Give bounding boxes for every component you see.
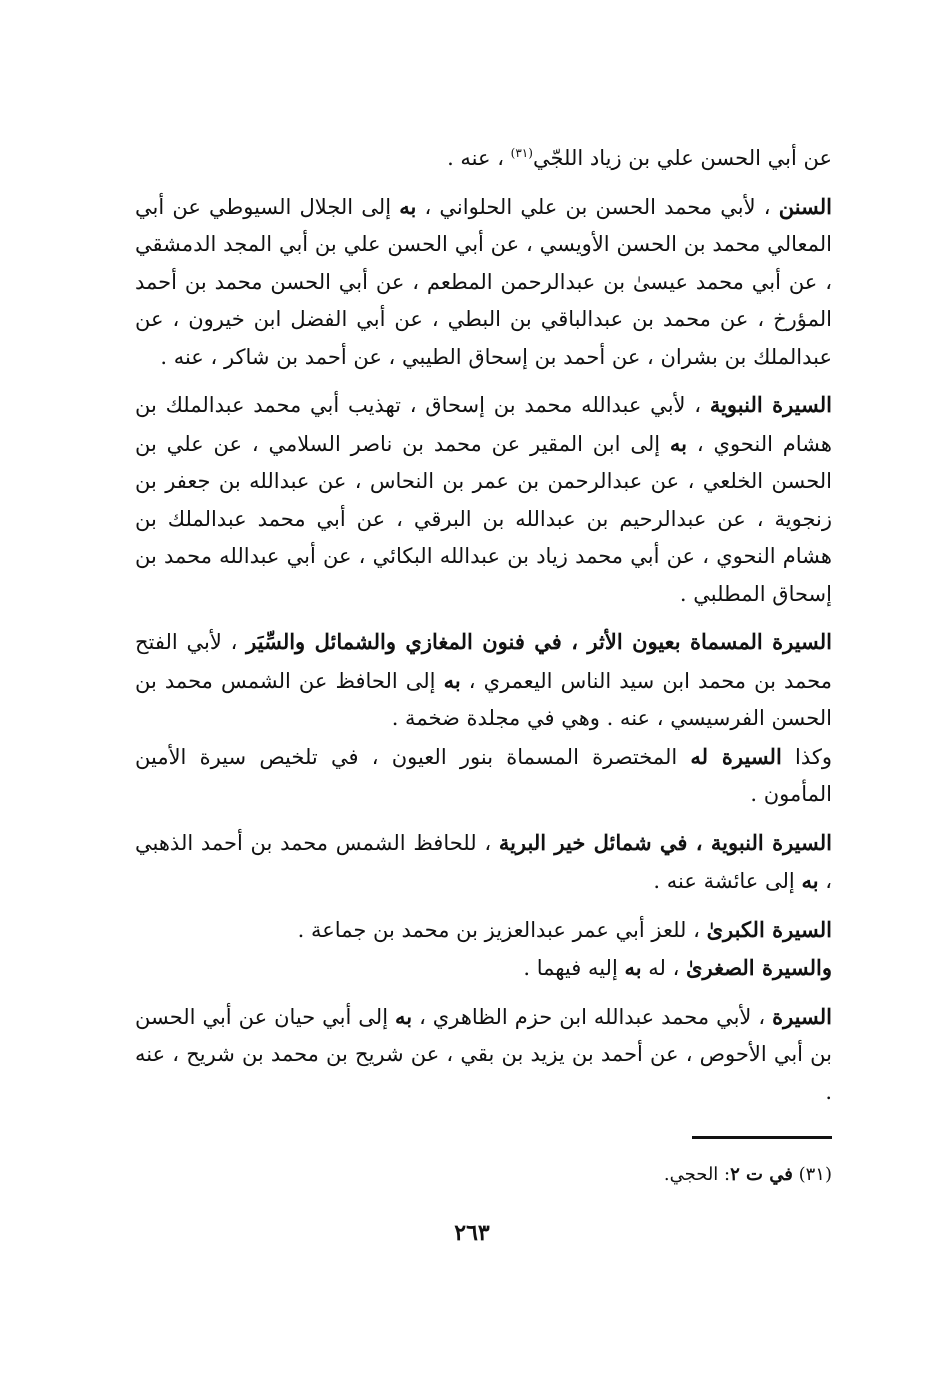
book-title: السيرة: [772, 1003, 832, 1029]
paragraph-sira-kubra: [135, 911, 832, 950]
keyword: به: [801, 868, 819, 893]
text: ، للحافظ الشمس محمد بن أحمد الذهبي ،: [135, 830, 832, 893]
text: ، للعز أبي عمر عبدالعزيز بن محمد بن جماعة .: [297, 917, 707, 942]
text: ، له: [641, 956, 687, 980]
main-text: [135, 140, 832, 1121]
book-title: والسيرة الصغرىٰ: [686, 955, 832, 980]
keyword: به: [443, 667, 461, 693]
book-title: السنن: [778, 193, 832, 219]
book-title: السيرة الكبرىٰ: [706, 916, 832, 942]
paragraph-0: [135, 140, 832, 178]
text: ، لأبي محمد الحسن بن علي الحلواني ،: [416, 194, 779, 219]
paragraph-dhahabi: [135, 824, 832, 901]
text: إلى أبي حيان عن أبي الحسن بن أبي الأحوص ، عن أحمد بن يزيد بن بقي ، عن شريح بن محمد بن شريح ، عنه .: [135, 1004, 832, 1104]
page-number: ٢٦٣: [454, 1220, 490, 1246]
book-title: السيرة النبوية ، في شمائل خير البرية: [498, 829, 832, 855]
text: إلى الجلال السيوطي عن أبي المعالي محمد بن الحسن الأويسي ، عن أبي الحسن علي بن أبي المجد الدمشقي ، عن أبي محمد عيسىٰ بن عبدالرحمن المطعم ، عن أبي الحسن محمد بن أحمد المؤرخ ، عن محمد بن عبدالباقي بن البطي ، عن أبي الفضل ابن خيرون ، عن عبدالملك بن بشران ، عن أحمد بن إسحاق الطيبي ، عن أحمد بن شاكر ، عنه .: [135, 194, 832, 369]
keyword: به: [669, 430, 688, 456]
footnote-marker: (٣١): [798, 1164, 832, 1185]
text: وكذا: [781, 744, 833, 769]
paragraph-sira-nabawiya: [135, 386, 832, 613]
footnote-text: : الحجي.: [663, 1164, 731, 1185]
paragraph-uyun-al-athar: [135, 623, 832, 738]
text: عن أبي الحسن علي بن زياد اللجّي: [532, 146, 832, 170]
text: ، لأبي الفتح محمد بن محمد ابن سيد الناس اليعمري ،: [135, 630, 832, 693]
text: إليه فيهما .: [523, 956, 625, 980]
footnote-divider: [692, 1136, 832, 1139]
footnote: [132, 1160, 832, 1190]
book-title: السيرة له: [690, 743, 782, 769]
paragraph-sunan: [135, 188, 832, 377]
book-title: السيرة النبوية: [709, 392, 832, 417]
text: ، عنه .: [447, 146, 511, 170]
footnote-reference: (٣١): [510, 146, 533, 160]
text: إلى ابن المقير عن محمد بن ناصر السلامي ، عن علي بن الحسن الخلعي ، عن عبدالرحمن بن عمر بن النحاس ، عن عبدالله بن جعفر بن زنجوية ، عن عبدالرحيم بن عبدالله بن البرقي ، عن أبي محمد عبدالملك بن هشام النحوي ، عن أبي محمد زياد بن عبدالله البكائي ، عن أبي عبدالله محمد بن إسحاق المطلبي .: [135, 431, 832, 606]
footnote-source: في ت ٢: [730, 1164, 793, 1185]
keyword: به: [395, 1003, 413, 1029]
book-title: السيرة المسماة بعيون الأثر ، في فنون المغازي والشمائل والسِّيَر: [246, 629, 832, 654]
text: ، لأبي عبدالله محمد بن إسحاق ، تهذيب أبي محمد عبدالملك بن هشام النحوي ،: [135, 393, 832, 456]
keyword: به: [624, 955, 642, 980]
text: ، لأبي محمد عبدالله ابن حزم الظاهري ،: [412, 1004, 773, 1029]
keyword: به: [399, 193, 417, 219]
text: إلى عائشة عنه .: [653, 869, 802, 893]
paragraph-ibn-hazm: [135, 998, 832, 1112]
paragraph-sira-sughra: [135, 949, 832, 988]
paragraph-nur-al-uyun: [135, 738, 832, 814]
text: المختصرة المسماة بنور العيون ، في تلخيص سيرة الأمين المأمون .: [135, 744, 832, 806]
text: إلى الحافظ عن الشمس محمد بن الحسن الفرسيسي ، عنه . وهي في مجلدة ضخمة .: [135, 668, 832, 730]
